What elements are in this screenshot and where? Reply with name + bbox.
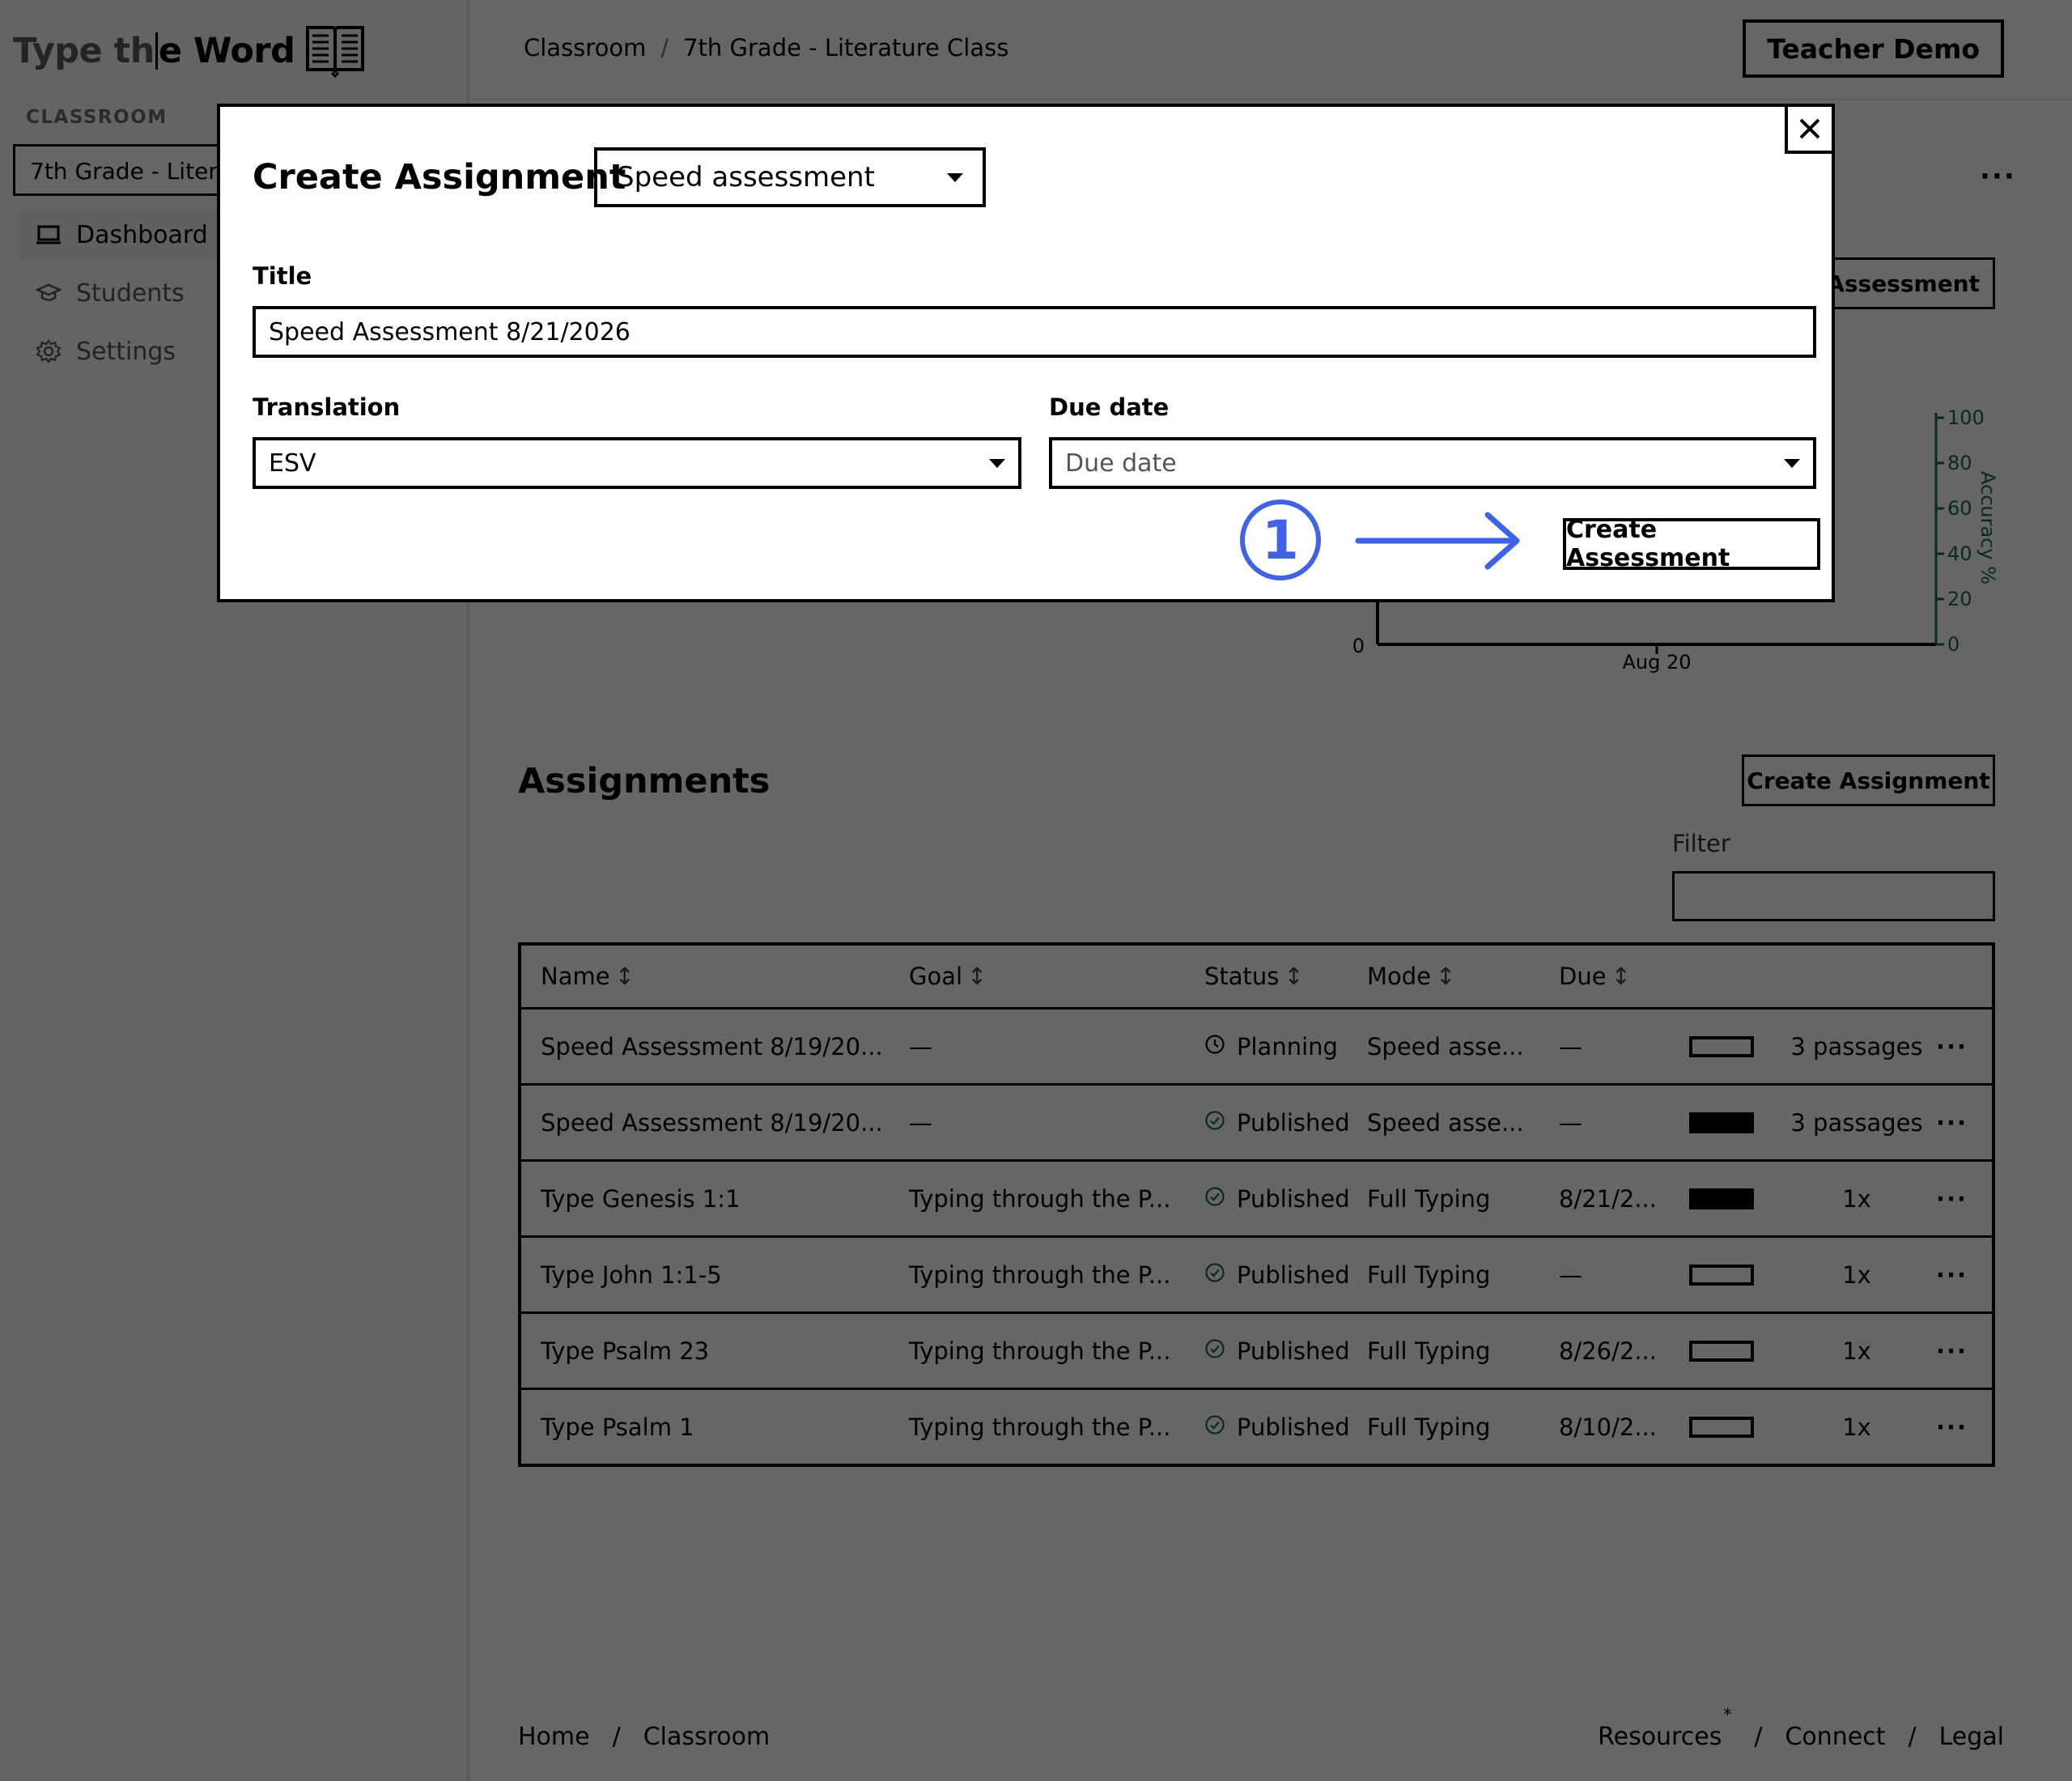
chevron-down-icon — [1784, 459, 1800, 468]
chevron-down-icon — [989, 459, 1005, 468]
due-date-label: Due date — [1049, 393, 1170, 421]
create-assessment-button[interactable]: Create Assessment — [1563, 518, 1820, 570]
close-icon — [1798, 117, 1822, 141]
due-date-select[interactable] — [1049, 437, 1816, 489]
close-button[interactable] — [1785, 104, 1835, 154]
title-input-value: Speed Assessment 8/21/2026 — [269, 317, 631, 346]
assignment-type-value: Speed assessment — [617, 161, 875, 193]
create-assignment-modal — [217, 104, 1835, 602]
assignment-type-select[interactable] — [594, 147, 986, 207]
arrow-right-icon — [1352, 507, 1530, 575]
step-number-badge: 1 — [1240, 499, 1321, 580]
translation-select[interactable] — [253, 437, 1021, 489]
chevron-down-icon — [947, 173, 963, 182]
title-input[interactable] — [253, 306, 1816, 358]
translation-label: Translation — [253, 393, 401, 421]
due-date-placeholder: Due date — [1065, 448, 1177, 478]
modal-title: Create Assignment — [253, 157, 626, 198]
translation-value: ESV — [269, 448, 316, 478]
title-label: Title — [253, 262, 312, 290]
